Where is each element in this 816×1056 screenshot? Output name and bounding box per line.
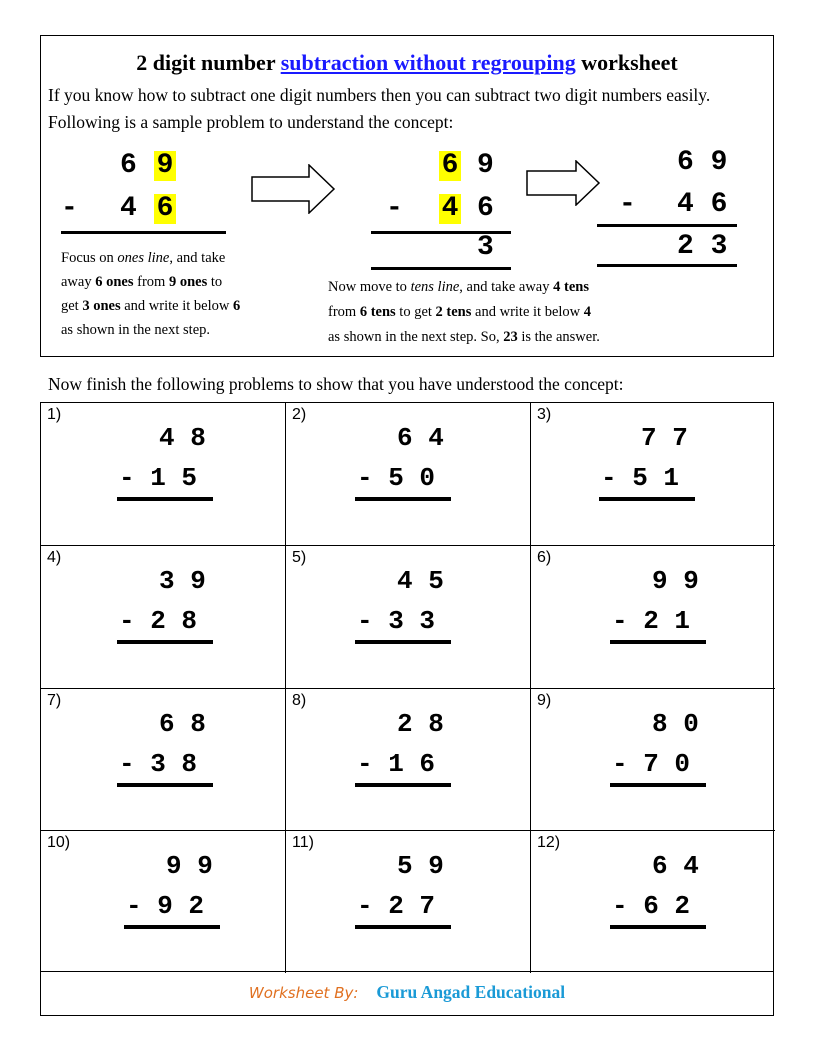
step1-bot-tens: 4 (120, 193, 137, 224)
step3-answer-rule (597, 264, 737, 267)
worksheet-title (41, 50, 773, 76)
intro-box (40, 35, 774, 357)
problem-subtrahend: - 5 0 (357, 463, 436, 493)
intro-text: If you know how to subtract one digit numbers then you can subtract two digit numbers easily. Following is a sample problem to understand the concept: (48, 85, 711, 132)
problem-cell (41, 689, 286, 831)
step1-rule (61, 231, 226, 234)
problem-subtrahend: - 3 3 (357, 606, 436, 636)
problem-minuend: 5 9 (397, 851, 444, 881)
step1-top-ones: 9 (154, 151, 176, 181)
problem-minuend: 4 5 (397, 566, 444, 596)
answer-line (355, 640, 451, 644)
problem-subtrahend: - 1 5 (119, 463, 198, 493)
step2-top-tens: 6 (439, 151, 461, 181)
step1-minus: - (61, 193, 78, 224)
problem-minuend: 9 9 (166, 851, 213, 881)
step2-bot-ones: 6 (477, 193, 494, 224)
problem-subtrahend: - 6 2 (612, 891, 691, 921)
title-link[interactable]: subtraction without regrouping (280, 50, 576, 75)
instructions: Now finish the following problems to show that you have understood the concept: (48, 374, 624, 394)
arrow-right-icon (526, 160, 601, 206)
problem-subtrahend: - 2 7 (357, 891, 436, 921)
problem-subtrahend: - 2 1 (612, 606, 691, 636)
arrow-right-icon (251, 164, 336, 214)
step3-rule (597, 224, 737, 227)
answer-line (117, 783, 213, 787)
problem-cell (286, 831, 531, 973)
problem-cell (286, 403, 531, 546)
problem-minuend: 9 9 (652, 566, 699, 596)
problem-number: 7) (47, 692, 62, 709)
step2-bot-tens: 4 (439, 194, 461, 224)
step2-top-ones: 9 (477, 150, 494, 181)
problem-grid (40, 402, 774, 972)
footer (40, 972, 774, 1016)
answer-line (610, 925, 706, 929)
problem-minuend: 8 0 (652, 709, 699, 739)
step1-top-tens: 6 (120, 150, 137, 181)
problem-number: 6) (537, 549, 552, 566)
problem-number: 10) (47, 834, 71, 851)
step2-minus: - (386, 193, 403, 224)
answer-line (124, 925, 220, 929)
answer-line (117, 497, 213, 501)
step3-top: 6 9 (677, 147, 728, 178)
step2-answer-rule (371, 267, 511, 270)
problem-subtrahend: - 7 0 (612, 749, 691, 779)
answer-line (355, 925, 451, 929)
problem-subtrahend: - 2 8 (119, 606, 198, 636)
problem-subtrahend: - 9 2 (126, 891, 205, 921)
problem-number: 1) (47, 406, 62, 423)
step1-bot-ones: 6 (154, 194, 176, 224)
problem-subtrahend: - 3 8 (119, 749, 198, 779)
problem-subtrahend: - 1 6 (357, 749, 436, 779)
answer-line (117, 640, 213, 644)
problem-number: 5) (292, 549, 307, 566)
step2-answer-ones: 3 (477, 232, 494, 263)
problem-number: 4) (47, 549, 62, 566)
problem-number: 11) (292, 834, 314, 851)
problem-cell (531, 546, 775, 689)
problem-minuend: 6 4 (397, 423, 444, 453)
step3-bot: 4 6 (677, 189, 728, 220)
problem-cell (41, 546, 286, 689)
answer-line (610, 640, 706, 644)
problem-subtrahend: - 5 1 (601, 463, 680, 493)
problem-cell (286, 546, 531, 689)
problem-number: 8) (292, 692, 307, 709)
problem-minuend: 2 8 (397, 709, 444, 739)
problem-minuend: 6 4 (652, 851, 699, 881)
answer-line (355, 783, 451, 787)
answer-line (610, 783, 706, 787)
footer-organization[interactable]: Guru Angad Educational (376, 982, 566, 1002)
problem-cell (531, 403, 775, 546)
step3-answer: 2 3 (677, 231, 728, 262)
problem-minuend: 7 7 (641, 423, 688, 453)
note-ones-step: Focus on ones line, and take away 6 ones from 9 ones to get 3 ones and write it below 6 as shown in the next step. (61, 250, 241, 338)
problem-number: 2) (292, 406, 307, 423)
title-suffix: worksheet (575, 50, 678, 75)
problem-cell (41, 403, 286, 546)
problem-number: 9) (537, 692, 552, 709)
problem-cell (531, 831, 775, 973)
step3-minus: - (619, 189, 636, 220)
problem-number: 3) (537, 406, 552, 423)
problem-minuend: 3 9 (159, 566, 206, 596)
problem-cell (531, 689, 775, 831)
problem-cell (286, 689, 531, 831)
problem-minuend: 6 8 (159, 709, 206, 739)
title-prefix: 2 digit number (136, 50, 281, 75)
note-tens-step: Now move to tens line, and take away 4 tens from 6 tens to get 2 tens and write it below 4 as shown in the next step. So, 23 is the answer. (328, 279, 600, 345)
problem-minuend: 4 8 (159, 423, 206, 453)
problem-number: 12) (537, 834, 561, 851)
problem-cell (41, 831, 286, 973)
answer-line (355, 497, 451, 501)
answer-line (599, 497, 695, 501)
footer-by: Worksheet By: (248, 984, 359, 1002)
